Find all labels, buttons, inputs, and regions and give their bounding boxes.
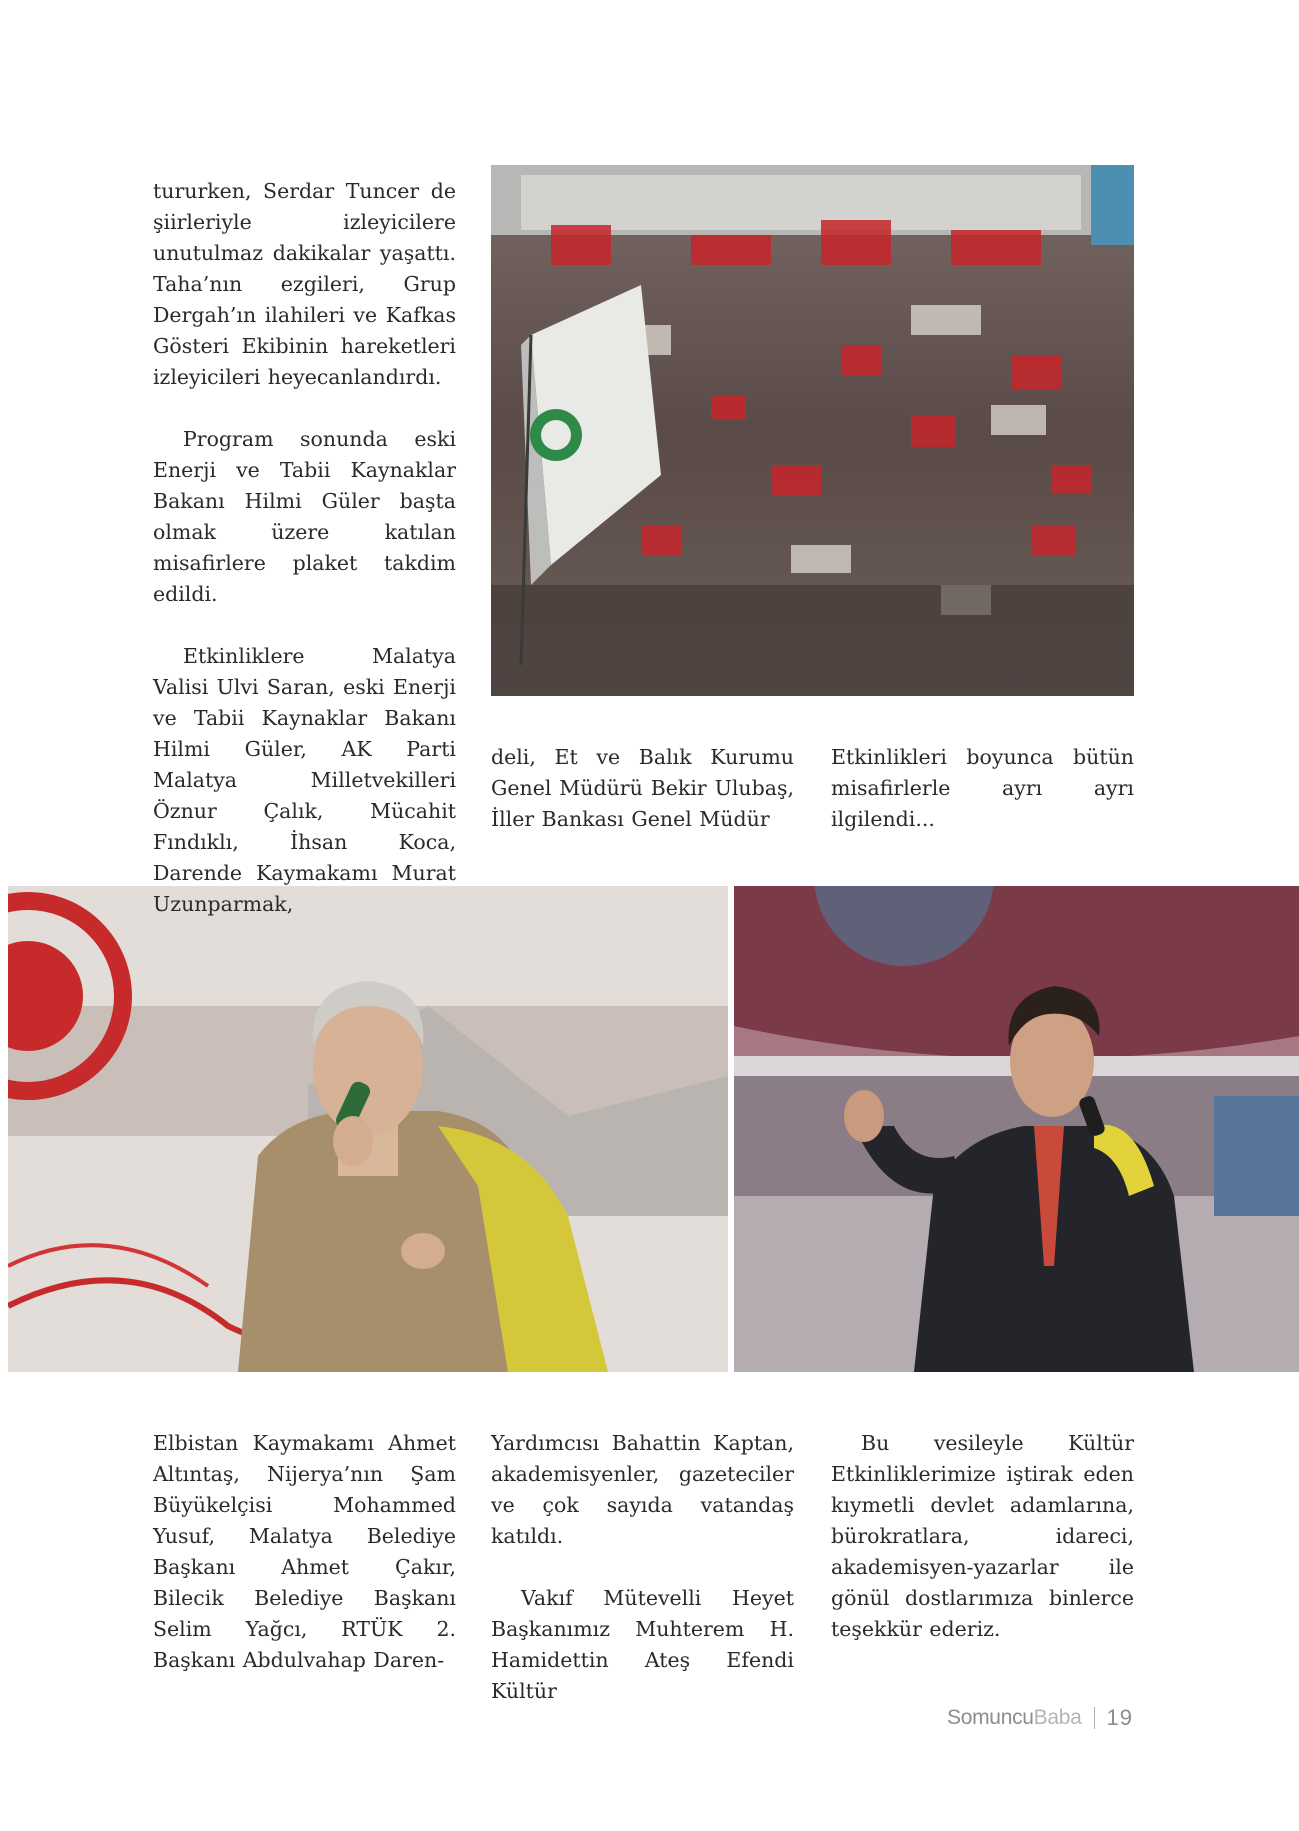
paragraph: Etkinliklere Malatya Valisi Ulvi Saran, eski Enerji ve Tabii Kaynaklar Bakanı Hilmi Güler, AK Parti Malatya Milletvekilleri Öznur Çalık, Mücahit Fındıklı, İhsan Koca, Darende Kaymakamı Murat Uzunparmak, [153, 644, 456, 916]
speaker-photo-left [8, 886, 728, 1372]
magazine-brand-part1: Somuncu [947, 1706, 1034, 1729]
paragraph: Vakıf Mütevelli Heyet Başkanımız Muhterem H. Hamidettin Ateş Efendi Kültür [491, 1586, 794, 1703]
page-number: 19 [1106, 1705, 1133, 1730]
paragraph: tururken, Serdar Tuncer de şiirleriyle izleyicilere unutulmaz dakikalar yaşattı. Taha’nın ezgileri, Grup Dergah’ın ilahileri ve Kafkas Gösteri Ekibinin hareketleri izleyicileri heyecanlandırdı. [153, 179, 456, 389]
article-column-top-mid [491, 742, 794, 835]
magazine-brand-part2: Baba [1033, 1706, 1082, 1729]
paragraph: deli, Et ve Balık Kurumu Genel Müdürü Bekir Ulubaş, İller Bankası Genel Müdür [491, 745, 794, 831]
page-footer [947, 1705, 1133, 1731]
paragraph: Elbistan Kaymakamı Ahmet Altıntaş, Nijerya’nın Şam Büyükelçisi Mohammed Yusuf, Malatya Belediye Başkanı Ahmet Çakır, Bilecik Belediye Başkanı Selim Yağcı, RTÜK 2. Başkanı Abdulvahap Daren- [153, 1431, 456, 1672]
paragraph: Etkinlikleri boyunca bütün misafirlerle ayrı ayrı ilgilendi... [831, 745, 1134, 831]
article-column-bottom-mid [491, 1428, 794, 1707]
paragraph: Program sonunda eski Enerji ve Tabii Kaynaklar Bakanı Hilmi Güler başta olmak üzere katılan misafirlere plaket takdim edildi. [153, 427, 456, 606]
paragraph: Bu vesileyle Kültür Etkinliklerimize iştirak eden kıymetli devlet adamlarına, bürokratlara, idareci, akademisyen-yazarlar ile gönül dostlarımıza binlerce teşekkür ederiz. [831, 1431, 1134, 1641]
crowd-photo [491, 165, 1134, 696]
article-column-bottom-left [153, 1428, 456, 1676]
footer-divider [1094, 1707, 1095, 1729]
speaker-photo-right [734, 886, 1299, 1372]
article-column-bottom-right [831, 1428, 1134, 1645]
paragraph: Yardımcısı Bahattin Kaptan, akademisyenler, gazeteciler ve çok sayıda vatandaş katıldı. [491, 1431, 794, 1548]
article-column-top-right [831, 742, 1134, 835]
article-column-top-left [153, 176, 456, 920]
